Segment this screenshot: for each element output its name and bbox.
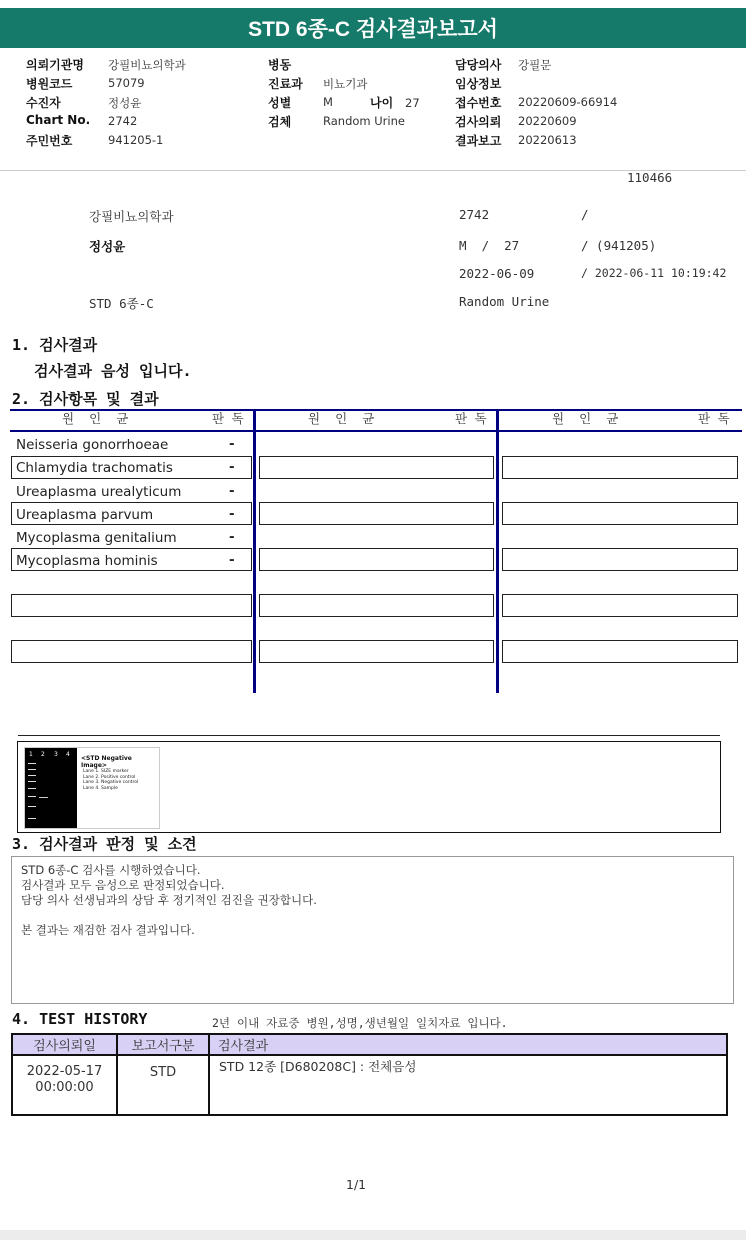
age-label: 나이	[370, 96, 394, 110]
pathogen-result: -	[229, 552, 235, 568]
pathogen-result: -	[229, 459, 235, 475]
ladder-band	[28, 763, 36, 764]
control-band	[39, 797, 48, 798]
ladder-band	[28, 788, 36, 789]
chart-no: 2742	[108, 114, 138, 128]
field-label: 결과보고	[455, 134, 502, 148]
legend-item: Lane 1. SIZE marker	[83, 769, 129, 774]
row-box	[502, 456, 738, 479]
row-box	[502, 594, 738, 617]
lane-number: 3	[54, 751, 58, 758]
header-info	[0, 48, 746, 171]
ladder-band	[28, 806, 36, 807]
section-3-title: 3. 검사결과 판정 및 소견	[12, 835, 197, 853]
summary-report-datetime: / 2022-06-11 10:19:42	[581, 266, 727, 280]
gel-title: <STD Negative Image>	[81, 755, 132, 769]
opinion-box: STD 6종-C 검사를 시행하였습니다. 검사결과 모두 음성으로 판정되었습니다. 담당 의사 선생님과의 상담 후 정기적인 검진을 권장합니다. 본 결과는 재검한 검사 결과입니다.	[11, 856, 734, 1004]
history-type: STD	[149, 1065, 177, 1080]
summary-birth: / (941205)	[581, 238, 657, 253]
history-header-result: 검사결과	[210, 1035, 726, 1054]
pathogen-name: Mycoplasma hominis	[16, 553, 158, 569]
summary-patient: 정성윤	[89, 239, 126, 254]
pathogen-name: Ureaplasma parvum	[16, 507, 154, 523]
col-result-1: 판 독	[212, 411, 244, 426]
ladder-band	[28, 796, 36, 797]
row-box	[502, 548, 738, 571]
lane-number: 1	[29, 751, 33, 758]
ladder-band	[28, 775, 36, 776]
hospital-code: 57079	[108, 76, 145, 90]
ladder-band	[28, 818, 36, 819]
patient-name: 정성윤	[108, 96, 142, 110]
col-pathogen-1: 원 인 균	[62, 411, 129, 426]
lane-number: 2	[41, 751, 45, 758]
gel-image	[24, 747, 160, 829]
pathogen-name: Ureaplasma urealyticum	[16, 484, 182, 500]
row-box	[11, 594, 252, 617]
field-label: 수진자	[26, 96, 61, 110]
field-label: 검사의뢰	[455, 115, 502, 129]
sex: M	[323, 95, 333, 109]
col-pathogen-3: 원 인 균	[552, 411, 619, 426]
pathogen-result: -	[229, 483, 235, 499]
history-header-date: 검사의뢰일	[13, 1035, 116, 1054]
header-col-3	[455, 56, 501, 151]
header-col-1-values	[108, 57, 186, 152]
history-note: 2년 이내 자료중 병원,성명,생년월일 일치자료 입니다.	[212, 1016, 508, 1030]
history-result: STD 12종 [D680208C] : 전체음성	[219, 1059, 417, 1074]
summary-slash: /	[581, 207, 589, 222]
row-box	[502, 502, 738, 525]
history-date-day: 2022-05-17	[26, 1064, 103, 1079]
pathogen-name: Chlamydia trachomatis	[16, 460, 173, 476]
col-result-2: 판 독	[455, 411, 487, 426]
divider-rule	[18, 735, 720, 736]
header-col-3-values	[518, 57, 617, 152]
gel-legend	[83, 769, 138, 791]
report-title: STD 6종-C 검사결과보고서	[0, 8, 746, 48]
row-box	[259, 548, 494, 571]
page-number: 1/1	[346, 1177, 367, 1192]
field-label: 임상정보	[455, 77, 502, 91]
doctor-name: 강필문	[518, 58, 552, 72]
pathogen-name: Mycoplasma genitalium	[16, 530, 177, 546]
field-label: 의뢰기관명	[26, 58, 84, 72]
history-date	[13, 1064, 116, 1096]
field-label: 주민번호	[26, 134, 73, 148]
ladder-band	[28, 769, 36, 770]
field-label: 진료과	[268, 77, 303, 91]
summary-chart: 2742	[459, 207, 490, 222]
table-divider-2	[496, 409, 499, 693]
page-bottom-strip	[0, 1230, 746, 1240]
field-label: 접수번호	[455, 96, 502, 110]
row-box	[502, 640, 738, 663]
summary-specimen: Random Urine	[459, 294, 550, 309]
field-label: 병원코드	[26, 77, 73, 91]
summary-test-name: STD 6종-C	[89, 296, 154, 311]
section-2-title: 2. 검사항목 및 결과	[12, 390, 159, 408]
report-code: 110466	[627, 170, 673, 185]
row-box	[11, 640, 252, 663]
field-label: Chart No.	[26, 113, 91, 127]
legend-item: Lane 4. Sample	[83, 785, 118, 791]
pathogen-result: -	[229, 506, 235, 522]
legend-item: Lane 2. Positive control	[83, 774, 136, 780]
header-col-2	[268, 56, 303, 132]
resident-no: 941205-1	[108, 133, 164, 147]
field-label: 검체	[268, 115, 292, 129]
section-1-title: 1. 검사결과	[12, 336, 98, 354]
summary-request-date: 2022-06-09	[459, 266, 535, 281]
row-box	[259, 502, 494, 525]
request-date: 20220609	[518, 114, 577, 128]
summary-clinic: 강필비뇨의학과	[89, 209, 174, 224]
pathogen-result: -	[229, 436, 235, 452]
report-date: 20220613	[518, 133, 577, 147]
history-header-rule	[13, 1054, 726, 1056]
section-4-title: 4. TEST HISTORY	[12, 1010, 148, 1028]
age-value: 27	[405, 96, 420, 110]
row-box	[259, 640, 494, 663]
lane-number: 4	[66, 751, 70, 758]
section-1-result: 검사결과 음성 입니다.	[34, 362, 192, 380]
history-header-type: 보고서구분	[118, 1035, 208, 1054]
row-box	[259, 594, 494, 617]
legend-item: Lane 3. Negative control	[83, 780, 139, 785]
history-date-time: 00:00:00	[35, 1080, 94, 1095]
field-label: 병동	[268, 58, 292, 72]
pathogen-name: Neisseria gonorrhoeae	[16, 437, 169, 453]
clinic-name: 강필비뇨의학과	[108, 58, 186, 72]
gel-lanes	[25, 748, 77, 828]
department: 비뇨기과	[323, 77, 368, 91]
col-result-3: 판 독	[698, 411, 730, 426]
ladder-band	[28, 781, 36, 782]
summary-sex-age: M / 27	[459, 238, 520, 253]
col-pathogen-2: 원 인 균	[308, 411, 375, 426]
field-label: 담당의사	[455, 58, 502, 72]
accession-no: 20220609-66914	[518, 95, 618, 109]
pathogen-result: -	[229, 529, 235, 545]
table-divider-1	[253, 409, 256, 693]
history-col-divider	[208, 1035, 210, 1114]
age-field	[370, 94, 420, 111]
row-box	[259, 456, 494, 479]
specimen: Random Urine	[323, 114, 405, 128]
field-label: 성별	[268, 96, 292, 110]
header-col-1	[26, 56, 90, 151]
